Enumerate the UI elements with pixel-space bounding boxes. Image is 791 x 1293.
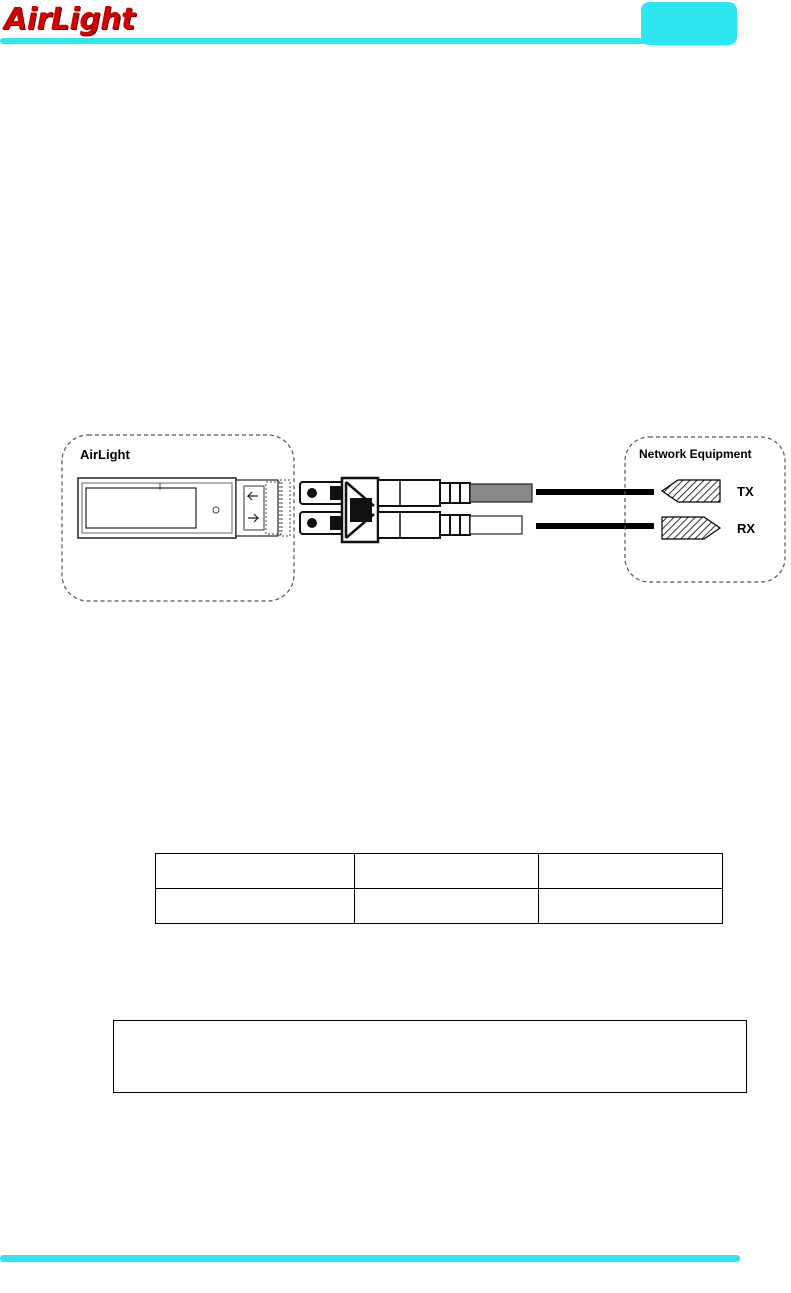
table-cell bbox=[539, 854, 723, 889]
sfp-module bbox=[78, 478, 290, 538]
table-row bbox=[156, 889, 723, 924]
lc-connector bbox=[300, 478, 532, 542]
table-row bbox=[156, 854, 723, 889]
tx-port-icon bbox=[662, 480, 720, 502]
note-box bbox=[113, 1020, 747, 1093]
footer-bar bbox=[0, 1255, 740, 1262]
header-tab bbox=[641, 2, 737, 45]
rx-label: RX bbox=[737, 521, 756, 536]
table-cell bbox=[156, 854, 355, 889]
network-equipment-box bbox=[625, 437, 785, 582]
data-table bbox=[155, 853, 723, 924]
network-equipment-label: Network Equipment bbox=[639, 447, 752, 461]
rx-port-icon bbox=[662, 517, 720, 539]
table-cell bbox=[539, 889, 723, 924]
tx-label: TX bbox=[737, 484, 754, 499]
company-logo: AirLight bbox=[4, 2, 135, 37]
table-cell bbox=[355, 889, 539, 924]
header-bar bbox=[0, 38, 650, 44]
connection-diagram bbox=[0, 420, 791, 620]
table-cell bbox=[355, 854, 539, 889]
table-cell bbox=[156, 889, 355, 924]
airlight-box-label: AirLight bbox=[80, 447, 130, 462]
